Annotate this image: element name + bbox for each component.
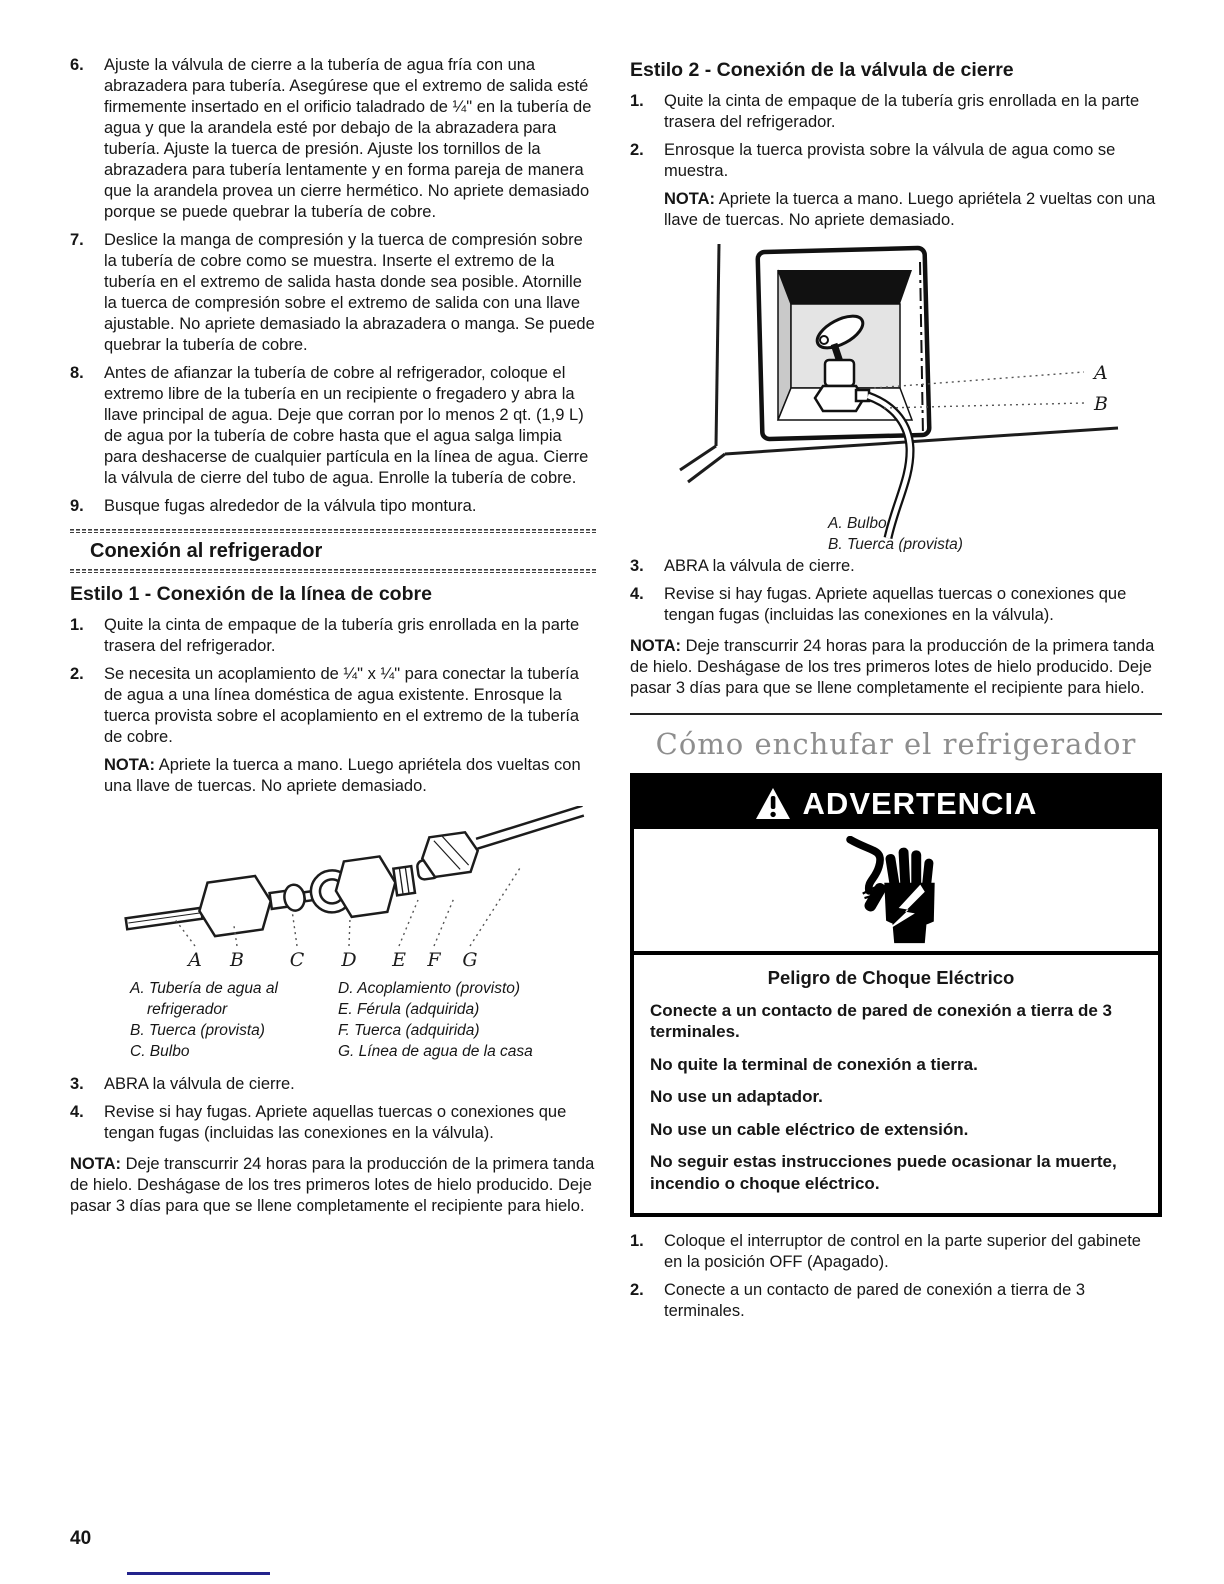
note [664, 189, 1162, 231]
warning-hazard-title: Peligro de Choque Eléctrico [767, 967, 1015, 988]
fitting-assembly [122, 806, 592, 948]
section-title: Conexión al refrigerador [90, 540, 323, 562]
hand-silhouette [863, 847, 935, 943]
electric-shock-hand-icon [837, 836, 955, 944]
warning-triangle-icon [755, 787, 791, 820]
step-text: Quite la cinta de empaque de la tubería gris enrollada en la parte trasera del refrigerador. [104, 616, 580, 655]
step-text: ABRA la válvula de cierre. [104, 1075, 295, 1093]
subsection-heading: Estilo 2 - Conexión de la válvula de cierre [630, 59, 1014, 81]
warning-icon-area [634, 829, 1158, 955]
step-number: 9. [70, 497, 84, 515]
legend-item: C. Bulbo [130, 1043, 190, 1060]
diagram-letter-label: B [230, 949, 244, 971]
note-text: Deje transcurrir 24 horas para la producción de la primera tanda de hielo. Deshágase de los tres primeros lotes de hielo producido. Deje pasar 3 días para que se llene completamente el recipiente para hielo. [630, 637, 1155, 697]
subsection-heading: Estilo 1 - Conexión de la línea de cobre [70, 583, 432, 605]
step-text: Busque fugas alrededor de la válvula tipo montura. [104, 497, 477, 515]
print-artifact-line [127, 1572, 270, 1575]
valve-body [825, 360, 854, 386]
note-text: Deje transcurrir 24 horas para la producción de la primera tanda de hielo. Deshágase de los tres primeros lotes de hielo producido. Deje pasar 3 días para que se llene completamente el recipiente para hielo. [70, 1155, 595, 1215]
note [70, 1154, 598, 1217]
step-number: 6. [70, 56, 84, 74]
diagram-letter-labels [186, 949, 477, 971]
power-cord [850, 840, 880, 891]
step-number: 1. [70, 616, 84, 634]
step-text: Quite la cinta de empaque de la tubería gris enrollada en la parte trasera del refrigerador. [664, 92, 1140, 131]
numbered-step [70, 55, 598, 223]
warning-instruction: No quite la terminal de conexión a tierra. [650, 1054, 978, 1074]
warning-instruction: No use un adaptador. [650, 1087, 823, 1106]
numbered-step [70, 230, 598, 356]
legend-item: F. Tuerca (adquirida) [338, 1022, 480, 1039]
step-text: Ajuste la válvula de cierre a la tubería de agua fría con una abrazadera para tubería. Asegúrese que el extremo de salida esté firmemente insertado en el orificio taladrado de ¼" en la tubería de agua y que la arandela esté por debajo de la abrazadera para tubería. Ajuste la tuerca de presión. Ajuste los tornillos de la abrazadera para tubería lentamente y en forma pareja de manera que la arandela provea un cierre hermético. No apriete demasiado porque se puede quebrar la tubería de cobre. [104, 56, 592, 221]
legend-item: A. Tubería de agua al refrigerador [130, 980, 278, 1018]
warning-box [630, 773, 1162, 1217]
diagram-letter-label: A [188, 949, 202, 971]
diagram-letter-label: G [462, 949, 478, 971]
diagram-letter-label: E [392, 949, 406, 971]
numbered-step [630, 91, 1162, 133]
step-number: 4. [70, 1103, 84, 1121]
step-number: 3. [630, 557, 644, 575]
step-text: Enrosque la tuerca provista sobre la válvula de agua como se muestra. [664, 141, 1116, 180]
section-divider [630, 713, 1162, 715]
step-number: 1. [630, 92, 644, 110]
diagram-letter-labels [1092, 362, 1108, 415]
legend-column [130, 978, 338, 1062]
numbered-step [70, 363, 598, 489]
step-number: 8. [70, 364, 84, 382]
numbered-step [630, 584, 1162, 626]
warning-instruction: Conecte a un contacto de pared de conexión a tierra de 3 terminales. [650, 1000, 1112, 1041]
nut-b [196, 874, 275, 937]
legend-item: B. Tuerca (provista) [130, 1022, 265, 1039]
warning-header [634, 777, 1158, 829]
left-column [70, 55, 598, 1226]
legend-item: G. Línea de agua de la casa [338, 1043, 533, 1060]
caption-line: B. Tuerca (provista) [828, 536, 963, 552]
plug-section-title: Cómo enchufar el refrigerador [655, 727, 1137, 761]
step-number: 4. [630, 585, 644, 603]
step-number: 2. [70, 665, 84, 683]
note-label: NOTA: [70, 1155, 122, 1173]
warning-instruction: No seguir estas instrucciones puede ocasionar la muerte, incendio o choque eléctrico. [650, 1152, 1117, 1193]
diagram-letter-label: F [427, 949, 441, 971]
numbered-step [630, 140, 1162, 182]
plug-steps [630, 1231, 1162, 1322]
section-banner [70, 529, 598, 573]
numbered-step [70, 664, 598, 748]
legend-column [338, 978, 533, 1062]
banner-rule-bottom [70, 569, 598, 573]
numbered-step [70, 496, 598, 517]
step-number: 2. [630, 141, 644, 159]
legend-item: D. Acoplamiento (provisto) [338, 980, 521, 997]
warning-instruction: No use un cable eléctrico de extensión. [650, 1119, 969, 1139]
numbered-step [70, 1102, 598, 1144]
step-number: 1. [630, 1232, 644, 1250]
step-text: Se necesita un acoplamiento de ¼" x ¼" para conectar la tubería de agua a una línea doméstica de agua existente. Enrosque la tuerca provista sobre el acoplamiento en el extremo de la tubería de cobre. [104, 665, 580, 746]
step-text: Coloque el interruptor de control en la parte superior del gabinete en la posición OFF (Apagado). [664, 1232, 1141, 1271]
numbered-step [70, 1074, 598, 1095]
numbered-step [630, 1280, 1162, 1322]
step-text: Deslice la manga de compresión y la tuerca de compresión sobre la tubería de cobre como se muestra. Inserte el extremo de la tubería en el extremo de salida hasta donde sea posible. Atornille la tuerca de compresión sobre el extremo de salida con una llave ajustable. No apriete demasiado la abrazadera o manga. Se puede quebrar la tubería de cobre. [104, 231, 595, 354]
step-text: Antes de afianzar la tubería de cobre al refrigerador, coloque el extremo libre de la tubería en un recipiente o fregadero y abra la llave principal de agua. Deje que corran por lo menos 2 qt. (1,9 L) de agua por la tubería de cobre hasta que el agua salga limpia para deshacerse de cualquier partícula en la línea de agua. Cierre la válvula de cierre del tubo de agua. Enrolle la tubería de cobre. [104, 364, 589, 487]
diagram-letter-label: C [289, 949, 305, 971]
diagram-letter-label: D [341, 949, 357, 971]
diagram-letter-label: B [1094, 393, 1108, 415]
warning-header-label: ADVERTENCIA [802, 785, 1038, 821]
note-label: NOTA: [630, 637, 682, 655]
note-text: Apriete la tuerca a mano. Luego apriétela dos vueltas con una llave de tuercas. No apriete demasiado. [104, 756, 581, 795]
box-top-band [778, 270, 912, 304]
diagram-letter-label: A [1094, 362, 1108, 384]
shutoff-valve-diagram [678, 240, 1148, 552]
note [104, 755, 598, 797]
right-column [630, 55, 1162, 1329]
note [630, 636, 1162, 699]
copper-fitting-diagram [122, 806, 592, 974]
caption-line: A. Bulbo [828, 515, 887, 532]
step-text: Revise si hay fugas. Apriete aquellas tuercas o conexiones que tengan fugas (incluidas las conexiones en la válvula). [104, 1103, 567, 1142]
note-label: NOTA: [664, 190, 716, 208]
warning-text [634, 955, 1158, 1213]
step-number: 7. [70, 231, 84, 249]
diagram-legend [130, 978, 598, 1062]
step-text: ABRA la válvula de cierre. [664, 557, 855, 575]
note-label: NOTA: [104, 756, 156, 774]
numbered-step [630, 556, 1162, 577]
step-text: Revise si hay fugas. Apriete aquellas tuercas o conexiones que tengan fugas (incluidas las conexiones en la válvula). [664, 585, 1127, 624]
step-number: 3. [70, 1075, 84, 1093]
water-tube-a [126, 908, 203, 929]
step-text: Conecte a un contacto de pared de conexión a tierra de 3 terminales. [664, 1281, 1086, 1320]
page-number: 40 [70, 1528, 92, 1549]
numbered-step [70, 615, 598, 657]
numbered-step [630, 1231, 1162, 1273]
legend-item: E. Férula (adquirida) [338, 1001, 480, 1018]
note-text: Apriete la tuerca a mano. Luego apriétela 2 vueltas con una llave de tuercas. No apriete demasiado. [664, 190, 1156, 229]
step-number: 2. [630, 1281, 644, 1299]
